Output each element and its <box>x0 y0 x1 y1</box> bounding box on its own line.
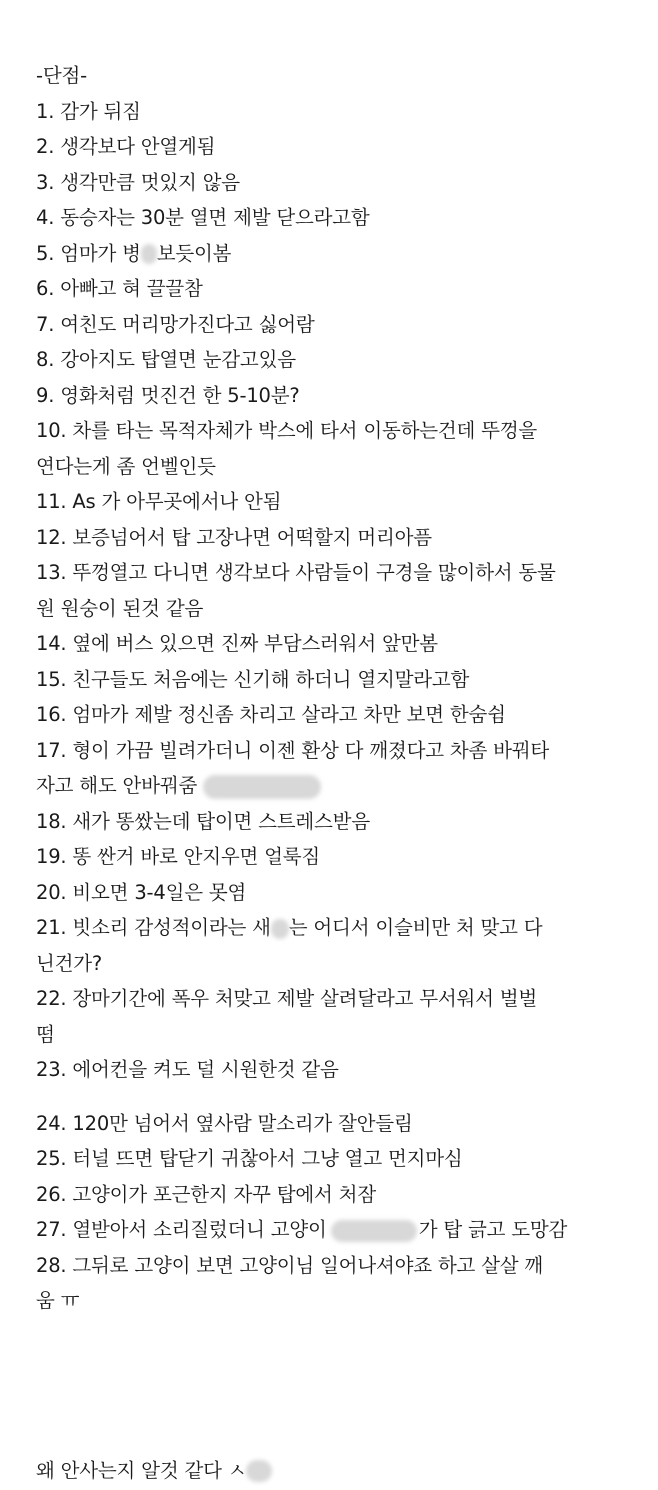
list-item: 1. 감가 뒤짐 <box>36 99 141 123</box>
list-item-part: 보듯이봄 <box>156 241 232 265</box>
list-item-continuation: 닌건가? <box>36 951 103 975</box>
list-item: 9. 영화처럼 멋진건 한 5-10분? <box>36 383 300 407</box>
list-item: 17. 형이 가끔 빌려가더니 이젠 환상 다 깨졌다고 차좀 바꿔타 <box>36 738 550 762</box>
list-item: 14. 옆에 버스 있으면 진짜 부담스러워서 앞만봄 <box>36 632 438 655</box>
list-item <box>36 236 636 272</box>
list-item: 20. 비오면 3-4일은 못염 <box>36 880 247 904</box>
redaction-blur <box>271 919 289 939</box>
list-item: 4. 동승자는 30분 열면 제발 닫으라고함 <box>36 206 370 229</box>
paragraph-gap <box>36 1319 636 1453</box>
closing-tail: ㅅ <box>227 1458 247 1482</box>
list-item: 26. 고양이가 포근한지 자꾸 탑에서 처잠 <box>36 1182 376 1206</box>
list-item-continuation: 원 원숭이 된것 같음 <box>36 596 204 620</box>
list-item: 28. 그뒤로 고양이 보면 고양이님 일어나셔야죠 하고 살살 깨 <box>36 1253 544 1277</box>
list-item: 18. 새가 똥쌌는데 탑이면 스트레스받음 <box>36 809 370 833</box>
list-item: 11. As 가 아무곳에서나 안됨 <box>36 490 282 513</box>
list-item: 25. 터널 뜨면 탑닫기 귀찮아서 그냥 열고 먼지마심 <box>36 1147 463 1170</box>
list-item: 6. 아빠고 혀 끌끌참 <box>36 277 203 300</box>
list-item: 23. 에어컨을 켜도 덜 시원한것 같음 <box>36 1058 339 1081</box>
list-item: 12. 보증넘어서 탑 고장나면 어떡할지 머리아픔 <box>36 525 432 549</box>
paragraph-gap <box>36 1088 636 1106</box>
list-item: 7. 여친도 머리망가진다고 싫어람 <box>36 312 315 336</box>
closing-remark <box>36 1453 636 1489</box>
list-item-part: 27. 열받아서 소리질렀더니 고양이 <box>36 1218 327 1241</box>
redaction-blur <box>203 775 321 799</box>
list-item <box>36 910 636 946</box>
document-body <box>36 58 636 1488</box>
list-item-part: 는 어디서 이슬비만 처 맞고 다 <box>288 916 543 939</box>
list-item-part: 가 탑 긁고 도망감 <box>418 1218 568 1241</box>
list-item: 13. 뚜껑열고 다니면 생각보다 사람들이 구경을 많이하서 동물 <box>36 561 556 584</box>
list-item: 15. 친구들도 처음에는 신기해 하더니 열지말라고함 <box>36 667 470 691</box>
list-item-continuation: 떰 <box>36 1022 55 1046</box>
redaction-blur <box>246 1460 272 1482</box>
list-item-part: 5. 엄마가 병 <box>36 241 141 265</box>
list-item: 3. 생각만큼 멋있지 않음 <box>36 170 240 194</box>
list-title: -단점- <box>36 64 87 87</box>
list-item: 10. 차를 타는 목적자체가 박스에 타서 이동하는건데 뚜껑을 <box>36 419 538 442</box>
list-item: 19. 똥 싼거 바로 안지우면 얼룩짐 <box>36 845 321 868</box>
list-item: 24. 120만 넘어서 옆사람 말소리가 잘안들림 <box>36 1111 413 1135</box>
redaction-blur <box>331 1220 417 1242</box>
redaction-blur <box>141 244 157 264</box>
list-item: 8. 강아지도 탑열면 눈감고있음 <box>36 348 296 371</box>
list-item-continuation: 연다는게 좀 언벨인듯 <box>36 454 216 478</box>
list-item: 2. 생각보다 안열게됨 <box>36 135 216 158</box>
list-item-part: 21. 빗소리 감성적이라는 새 <box>36 916 271 939</box>
list-item: 16. 엄마가 제발 정신좀 차리고 살라고 차만 보면 한숨쉼 <box>36 703 506 726</box>
closing-text: 왜 안사는지 알것 같다 <box>36 1458 222 1482</box>
list-item <box>36 1212 636 1248</box>
list-item-continuation <box>36 768 636 804</box>
list-item: 22. 장마기간에 폭우 처맞고 제발 살려달라고 무서워서 벌벌 <box>36 987 538 1010</box>
list-item-part: 자고 해도 안바꿔줌 <box>36 774 198 797</box>
list-item-continuation: 움 ㅠ <box>36 1289 80 1312</box>
